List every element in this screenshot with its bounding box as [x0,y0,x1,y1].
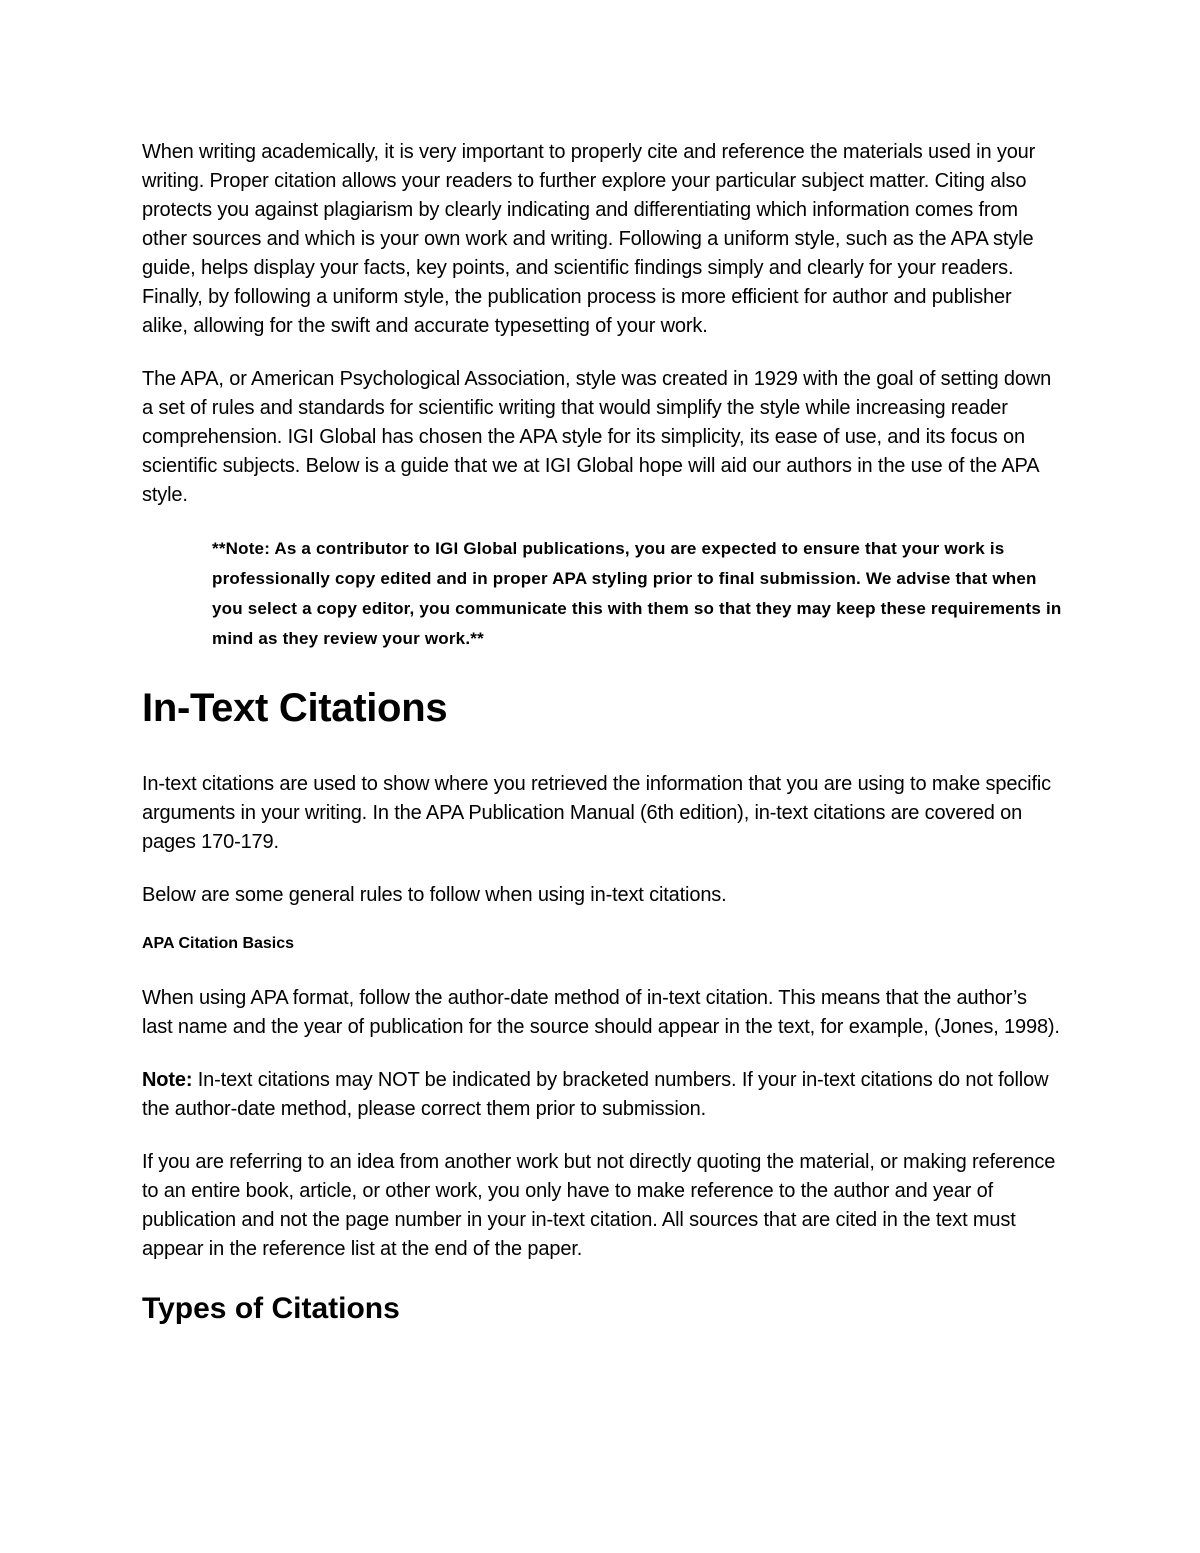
note-label: Note: [142,1069,193,1091]
apa-citation-basics-subheading: APA Citation Basics [142,935,295,952]
in-text-paragraph-1: In-text citations are used to show where you retrieved the information that you are using to make specific arguments in your writing. In the APA Publication Manual (6th edition), in-text citations are covered on pages 170-179. [142,773,1052,853]
intro-paragraph-2: The APA, or American Psychological Association, style was created in 1929 with the goal of setting down a set of rules and standards for scientific writing that would simplify the style while increasing reader comprehension. IGI Global has chosen the APA style for its simplicity, its ease of use, and its focus on scientific subjects. Below is a guide that we at IGI Global hope will aid our authors in the use of the APA style. [142,368,1052,506]
types-of-citations-heading: Types of Citations [142,1292,400,1325]
contributor-note: **Note: As a contributor to IGI Global publications, you are expected to ensure that your work is professionally copy edited and in proper APA styling prior to final submission. We advise that when you select a copy editor, you communicate this with them so that they may keep these requirements in mind as they review your work.** [212,539,1062,648]
in-text-paragraph-3: When using APA format, follow the author-date method of in-text citation. This means that the author’s last name and the year of publication for the source should appear in the text, for example, (Jones, 1998). [142,987,1060,1038]
in-text-note-paragraph [142,1066,1062,1124]
document-page [142,138,1062,1328]
in-text-paragraph-2: Below are some general rules to follow when using in-text citations. [142,884,727,906]
in-text-citations-heading: In-Text Citations [142,686,448,730]
in-text-paragraph-4: If you are referring to an idea from another work but not directly quoting the material, or making reference to an entire book, article, or other work, you only have to make reference to the author and year of publication and not the page number in your in-text citation. All sources that are cited in the text must appear in the reference list at the end of the paper. [142,1151,1056,1260]
intro-paragraph-1: When writing academically, it is very important to properly cite and reference the materials used in your writing. Proper citation allows your readers to further explore your particular subject matter. Citing also protects you against plagiarism by clearly indicating and differentiating which information comes from other sources and which is your own work and writing. Following a uniform style, such as the APA style guide, helps display your facts, key points, and scientific findings simply and clearly for your readers. Finally, by following a uniform style, the publication process is more efficient for author and publisher alike, allowing for the swift and accurate typesetting of your work. [142,141,1036,337]
note-text: In-text citations may NOT be indicated by bracketed numbers. If your in-text citations do not follow the author-date method, please correct them prior to submission. [142,1069,1049,1120]
